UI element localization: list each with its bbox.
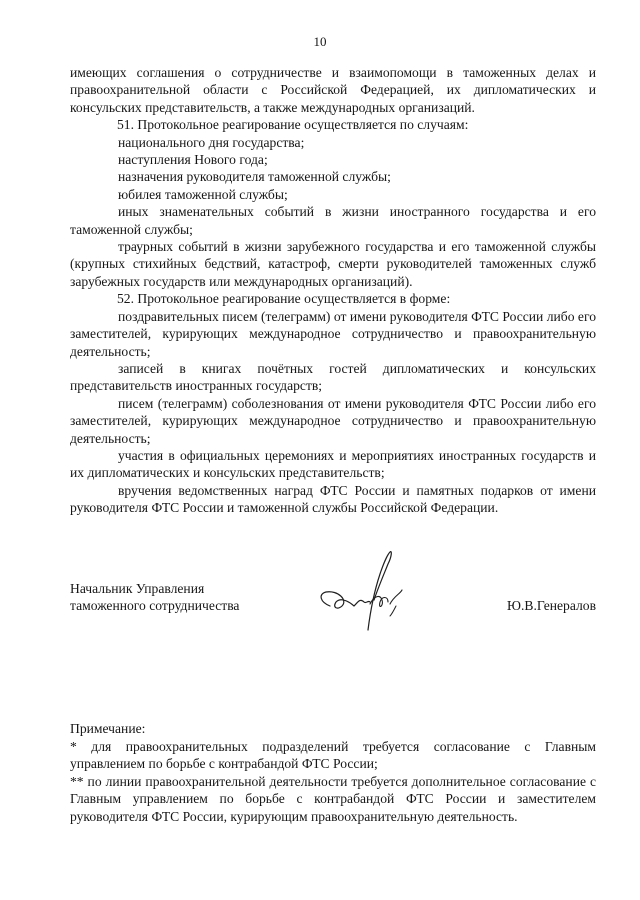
clause-51-item: юбилея таможенной службы; <box>118 186 288 202</box>
signatory-position-line: Начальник Управления <box>70 581 205 596</box>
page-number: 10 <box>313 34 327 49</box>
clause-51-item: назначения руководителя таможенной службы; <box>118 169 391 185</box>
clause-52-item: писем (телеграмм) соболезнования от имени руководителя ФТС России либо его заместителей, курирующих международное сотрудничество и правоохранительную деятельность; <box>70 395 596 446</box>
clause-51-item: наступления Нового года; <box>118 152 268 168</box>
clause-51-item: траурных событий в жизни зарубежного государства и его таможенной службы (крупных стихийных бедствий, катастроф, смерти руководителей таможенных служб зарубежных государств или международных организаций). <box>70 239 596 289</box>
clause-52-item: поздравительных писем (телеграмм) от имени руководителя ФТС России либо его заместителей, курирующих международное сотрудничество и правоохранительную деятельность; <box>70 308 596 359</box>
signatory-name: Ю.В.Генералов <box>507 598 596 613</box>
note-line: * для правоохранительных подразделений требуется согласование с Главным управлением по борьбе с контрабандой ФТС России; <box>70 738 596 772</box>
clause-52-item: участия в официальных церемониях и мероприятиях иностранных государств и их дипломатических и консульских представительств; <box>70 447 596 481</box>
paragraph-continuation: имеющих соглашения о сотрудничестве и взаимопомощи в таможенных делах и правоохранительной области с Российской Федерацией, их дипломатических и консульских представительств, а также международных организаций. <box>70 65 596 115</box>
clause-51-item: национального дня государства; <box>118 134 305 150</box>
document-body <box>70 64 596 517</box>
note-title: Примечание: <box>70 721 146 736</box>
clause-52-item: записей в книгах почётных гостей дипломатических и консульских представительств иностранных государств; <box>70 360 596 394</box>
handwritten-signature <box>308 544 408 634</box>
clause-51-lead: 51. Протокольное реагирование осуществляется по случаям: <box>117 117 469 133</box>
footnote-block <box>70 720 596 826</box>
signatory-position-line: таможенного сотрудничества <box>70 598 240 614</box>
clause-52-item: вручения ведомственных наград ФТС России и памятных подарков от имени руководителя ФТС России и таможенной службы Российской Федерации. <box>70 482 596 516</box>
signatory-position <box>70 580 239 615</box>
clause-51-item: иных знаменательных событий в жизни иностранного государства и его таможенной службы; <box>70 204 596 237</box>
note-line: ** по линии правоохранительной деятельности требуется дополнительное согласование с Главным управлением по борьбе с контрабандой ФТС России и заместителем руководителя ФТС России, курирующим правоохранительную деятельность. <box>70 773 596 824</box>
clause-52-lead: 52. Протокольное реагирование осуществляется в форме: <box>117 291 451 307</box>
signature-block <box>70 580 596 640</box>
